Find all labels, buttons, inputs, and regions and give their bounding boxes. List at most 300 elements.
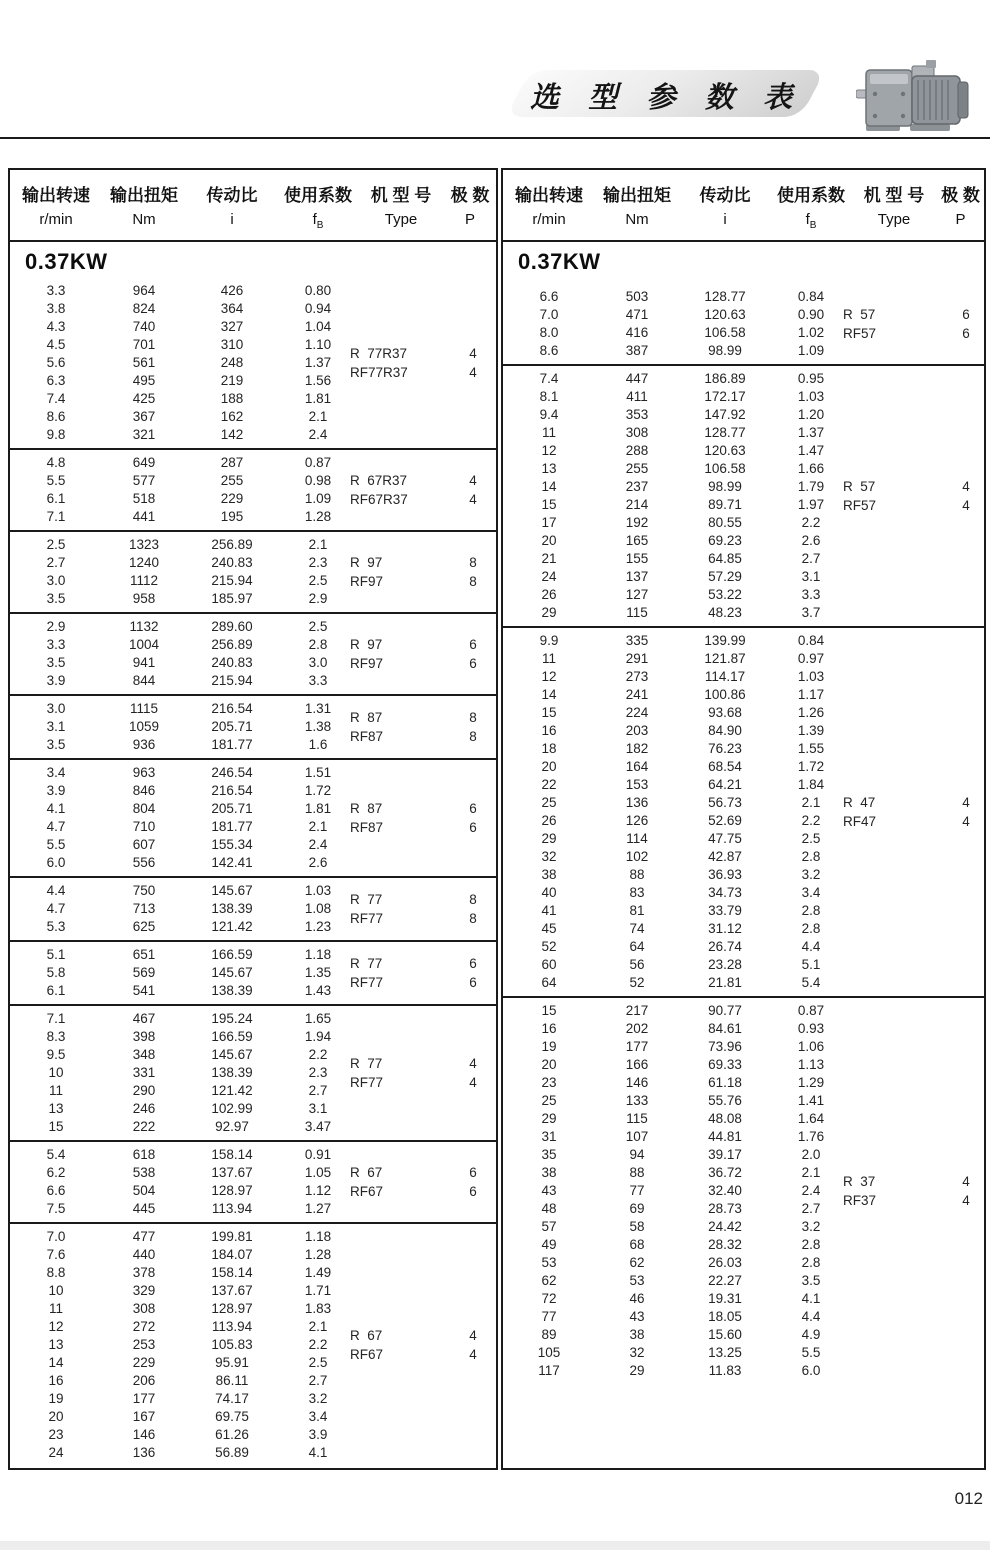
table-row	[10, 1372, 496, 1390]
model-type: RF37	[843, 1193, 877, 1208]
table-cell: 310	[220, 337, 244, 352]
table-cell: 503	[625, 289, 649, 304]
column-unit: P	[464, 211, 475, 228]
table-cell: 1.06	[797, 1039, 825, 1054]
table-row	[503, 866, 984, 884]
table-cell: 26.74	[708, 939, 742, 954]
model-type: RF47	[843, 814, 877, 829]
table-cell: 1.37	[304, 355, 332, 370]
table-cell: 88	[629, 1165, 645, 1180]
model-type: R 87	[350, 801, 383, 816]
table-cell: 38	[629, 1327, 645, 1342]
table-cell: 113.94	[211, 1319, 253, 1334]
table-row	[503, 1038, 984, 1056]
table-cell: 48	[541, 1201, 557, 1216]
table-cell: 114.17	[704, 669, 746, 684]
table-row	[10, 1146, 496, 1164]
table-cell: 2.8	[801, 849, 821, 864]
table-cell: 2.1	[308, 819, 328, 834]
ratio-group	[10, 1140, 496, 1222]
table-cell: 8.6	[46, 409, 66, 424]
table-cell: 1.49	[304, 1265, 332, 1280]
table-cell: 2.2	[801, 515, 821, 530]
table-cell: 15.60	[708, 1327, 742, 1342]
table-cell: 2.6	[308, 855, 328, 870]
table-cell: 4.4	[801, 939, 821, 954]
table-row	[10, 1282, 496, 1300]
type-row	[843, 324, 985, 343]
table-row	[10, 1028, 496, 1046]
type-row	[350, 572, 492, 591]
pole-count: 6	[469, 801, 477, 816]
table-cell: 289.60	[211, 619, 253, 634]
ratio-group	[10, 278, 496, 448]
table-cell: 329	[132, 1283, 156, 1298]
table-row	[503, 1344, 984, 1362]
table-cell: 3.4	[46, 765, 66, 780]
table-cell: 1.84	[797, 777, 825, 792]
table-cell: 164	[625, 759, 649, 774]
table-cell: 229	[132, 1355, 156, 1370]
table-cell: 121.87	[704, 651, 746, 666]
table-cell: 1.27	[304, 1201, 332, 1216]
table-cell: 24	[541, 569, 557, 584]
table-row	[10, 1444, 496, 1462]
column-title: 传动比	[699, 186, 751, 205]
column-unit: Nm	[132, 211, 156, 228]
table-cell: 206	[132, 1373, 156, 1388]
table-cell: 7.5	[46, 1201, 66, 1216]
table-cell: 4.1	[308, 1445, 328, 1460]
table-cell: 133	[625, 1093, 649, 1108]
table-cell: 467	[132, 1011, 156, 1026]
table-cell: 3.2	[801, 1219, 821, 1234]
table-cell: 740	[132, 319, 156, 334]
table-cell: 273	[625, 669, 649, 684]
table-row	[503, 740, 984, 758]
type-row	[350, 471, 492, 490]
table-cell: 215.94	[211, 573, 253, 588]
type-row	[350, 1345, 492, 1364]
table-cell: 100.86	[704, 687, 746, 702]
table-cell: 121.42	[211, 1083, 253, 1098]
table-cell: 94	[629, 1147, 645, 1162]
table-cell: 45	[541, 921, 557, 936]
table-row	[503, 776, 984, 794]
table-cell: 750	[132, 883, 156, 898]
table-cell: 2.2	[308, 1047, 328, 1062]
table-cell: 137.67	[211, 1165, 253, 1180]
table-cell: 23.28	[708, 957, 742, 972]
table-row	[10, 1408, 496, 1426]
table-cell: 16	[48, 1373, 64, 1388]
table-row	[10, 1100, 496, 1118]
table-cell: 136	[625, 795, 649, 810]
table-cell: 378	[132, 1265, 156, 1280]
table-row	[503, 388, 984, 406]
table-cell: 0.95	[797, 371, 825, 386]
table-cell: 43	[629, 1309, 645, 1324]
pole-count: 4	[962, 1193, 970, 1208]
table-cell: 86.11	[215, 1373, 249, 1388]
table-cell: 2.8	[801, 903, 821, 918]
type-row	[350, 1054, 492, 1073]
pole-count: 6	[469, 637, 477, 652]
table-cell: 21.81	[708, 975, 742, 990]
table-cell: 74	[629, 921, 645, 936]
table-cell: 5.5	[46, 473, 66, 488]
table-cell: 2.5	[308, 573, 328, 588]
pole-count: 8	[469, 710, 477, 725]
table-row	[10, 672, 496, 690]
table-cell: 1.20	[797, 407, 825, 422]
table-cell: 139.99	[704, 633, 746, 648]
table-cell: 441	[132, 509, 156, 524]
power-rating-label: 0.37KW	[25, 249, 108, 274]
table-cell: 77	[541, 1309, 557, 1324]
table-row	[503, 586, 984, 604]
table-cell: 308	[132, 1301, 156, 1316]
table-cell: 936	[132, 737, 156, 752]
table-cell: 5.6	[46, 355, 66, 370]
type-row	[843, 305, 985, 324]
power-rating-label: 0.37KW	[518, 249, 601, 274]
table-cell: 0.94	[304, 301, 332, 316]
table-row	[503, 1362, 984, 1380]
column-title: 机 型 号	[370, 186, 432, 205]
table-cell: 23	[48, 1427, 64, 1442]
table-cell: 2.1	[308, 1319, 328, 1334]
table-cell: 5.4	[801, 975, 821, 990]
column-title: 输出转速	[22, 186, 90, 205]
table-row	[503, 1074, 984, 1092]
table-row	[10, 390, 496, 408]
table-cell: 291	[625, 651, 649, 666]
table-cell: 33.79	[708, 903, 742, 918]
table-cell: 98.99	[708, 479, 742, 494]
model-type: R 97	[350, 555, 383, 570]
table-cell: 416	[625, 325, 649, 340]
table-cell: 17	[541, 515, 557, 530]
table-row	[10, 1264, 496, 1282]
table-cell: 1004	[128, 637, 160, 652]
table-cell: 19	[541, 1039, 557, 1054]
table-row	[503, 902, 984, 920]
pole-count: 4	[962, 498, 970, 513]
type-row	[843, 812, 985, 831]
table-cell: 958	[132, 591, 156, 606]
table-cell: 1.76	[797, 1129, 825, 1144]
table-cell: 192	[625, 515, 649, 530]
model-type: RF97	[350, 574, 384, 589]
table-cell: 188	[220, 391, 244, 406]
table-cell: 3.1	[308, 1101, 328, 1116]
column-unit: i	[230, 211, 234, 228]
table-cell: 4.5	[46, 337, 66, 352]
type-pole-block	[350, 890, 492, 928]
table-row	[10, 836, 496, 854]
table-cell: 25	[541, 795, 557, 810]
page-number: 012	[954, 1489, 983, 1508]
ratio-group	[10, 530, 496, 612]
table-cell: 2.5	[801, 831, 821, 846]
table-cell: 3.4	[801, 885, 821, 900]
table-cell: 95.91	[215, 1355, 249, 1370]
table-cell: 963	[132, 765, 156, 780]
table-row	[503, 1272, 984, 1290]
table-cell: 43	[541, 1183, 557, 1198]
table-cell: 844	[132, 673, 156, 688]
table-row	[503, 1308, 984, 1326]
table-cell: 202	[625, 1021, 649, 1036]
table-cell: 1.28	[304, 509, 332, 524]
table-cell: 11	[541, 651, 556, 666]
table-cell: 5.5	[46, 837, 66, 852]
table-cell: 13	[48, 1337, 64, 1352]
table-cell: 335	[625, 633, 649, 648]
table-row	[503, 1326, 984, 1344]
table-row	[503, 424, 984, 442]
table-cell: 185.97	[211, 591, 253, 606]
table-cell: 57	[541, 1219, 557, 1234]
table-cell: 0.84	[797, 633, 825, 648]
table-cell: 49	[541, 1237, 557, 1252]
table-cell: 39.17	[708, 1147, 742, 1162]
table-cell: 26.03	[708, 1255, 742, 1270]
table-cell: 47.75	[708, 831, 742, 846]
table-cell: 272	[132, 1319, 156, 1334]
table-cell: 19.31	[708, 1291, 742, 1306]
column-unit: $f_B$	[805, 211, 817, 231]
type-pole-block	[843, 305, 985, 343]
table-cell: 3.0	[308, 655, 328, 670]
type-row	[350, 1182, 492, 1201]
table-cell: 120.63	[704, 307, 746, 322]
table-cell: 5.3	[46, 919, 66, 934]
table-row	[10, 454, 496, 472]
table-cell: 2.2	[308, 1337, 328, 1352]
pole-count: 4	[469, 1347, 477, 1362]
table-cell: 14	[541, 687, 557, 702]
table-cell: 13	[541, 461, 557, 476]
table-row	[10, 1426, 496, 1444]
table-cell: 241	[625, 687, 649, 702]
table-row	[503, 406, 984, 424]
table-cell: 64.21	[708, 777, 742, 792]
table-cell: 2.5	[46, 537, 66, 552]
table-cell: 1.12	[304, 1183, 332, 1198]
table-cell: 5.4	[46, 1147, 66, 1162]
table-cell: 24.42	[708, 1219, 742, 1234]
table-cell: 4.1	[801, 1291, 821, 1306]
table-cell: 11.83	[708, 1363, 742, 1378]
table-row	[10, 1228, 496, 1246]
table-cell: 2.8	[801, 1237, 821, 1252]
table-cell: 105.83	[211, 1337, 253, 1352]
table-cell: 1.41	[797, 1093, 825, 1108]
table-cell: 68.54	[708, 759, 742, 774]
table-cell: 127	[625, 587, 649, 602]
table-cell: 2.3	[308, 1065, 328, 1080]
ratio-group	[503, 278, 984, 364]
table-cell: 1.13	[797, 1057, 825, 1072]
table-cell: 1.03	[797, 389, 825, 404]
model-type: RF67	[350, 1184, 384, 1199]
table-cell: 2.9	[308, 591, 328, 606]
table-cell: 1.72	[304, 783, 332, 798]
table-cell: 1132	[129, 619, 159, 634]
table-cell: 3.9	[308, 1427, 328, 1442]
table-cell: 256.89	[211, 537, 253, 552]
type-row	[350, 553, 492, 572]
type-pole-block	[350, 1163, 492, 1201]
table-cell: 32.40	[708, 1183, 742, 1198]
table-cell: 19	[48, 1391, 64, 1406]
table-cell: 105	[537, 1345, 561, 1360]
table-cell: 55.76	[708, 1093, 742, 1108]
table-cell: 117	[538, 1363, 560, 1378]
type-row	[350, 818, 492, 837]
table-cell: 56.89	[215, 1445, 249, 1460]
table-cell: 115	[626, 605, 648, 620]
table-cell: 102.99	[211, 1101, 253, 1116]
table-cell: 7.0	[539, 307, 559, 322]
type-pole-block	[843, 793, 985, 831]
table-cell: 8.6	[539, 343, 559, 358]
type-pole-block	[350, 635, 492, 673]
ratio-group	[10, 1004, 496, 1140]
table-cell: 4.4	[801, 1309, 821, 1324]
table-row	[10, 618, 496, 636]
table-cell: 9.9	[539, 633, 559, 648]
table-cell: 618	[132, 1147, 156, 1162]
pole-count: 4	[962, 795, 970, 810]
table-cell: 217	[625, 1003, 649, 1018]
table-cell: 11	[541, 425, 556, 440]
table-cell: 9.5	[46, 1047, 66, 1062]
table-cell: 162	[220, 409, 244, 424]
table-row	[503, 532, 984, 550]
table-row	[503, 442, 984, 460]
table-cell: 353	[625, 407, 649, 422]
table-cell: 73.96	[708, 1039, 742, 1054]
column-unit: Type	[877, 211, 911, 228]
table-row	[10, 854, 496, 872]
table-cell: 541	[132, 983, 156, 998]
table-cell: 1.23	[304, 919, 332, 934]
table-cell: 1.6	[308, 737, 328, 752]
table-cell: 8.1	[539, 389, 559, 404]
table-cell: 106.58	[704, 461, 746, 476]
table-row	[503, 550, 984, 568]
table-cell: 222	[132, 1119, 156, 1134]
table-cell: 4.3	[46, 319, 66, 334]
table-cell: 651	[132, 947, 156, 962]
table-cell: 1115	[129, 701, 159, 716]
table-cell: 115	[626, 1111, 648, 1126]
table-cell: 20	[541, 759, 557, 774]
table-row	[10, 764, 496, 782]
table-cell: 138.39	[211, 1065, 253, 1080]
table-cell: 1240	[128, 555, 160, 570]
type-row	[350, 973, 492, 992]
page-title: 选 型 参 数 表	[530, 82, 804, 114]
table-cell: 56.73	[708, 795, 742, 810]
table-cell: 186.89	[704, 371, 746, 386]
table-cell: 58	[629, 1219, 645, 1234]
table-cell: 44.81	[708, 1129, 742, 1144]
table-cell: 1.03	[304, 883, 332, 898]
table-cell: 81	[629, 903, 645, 918]
table-row	[503, 668, 984, 686]
type-pole-block	[350, 708, 492, 746]
table-cell: 153	[625, 777, 649, 792]
model-type: RF67R37	[350, 492, 408, 507]
table-cell: 0.80	[304, 283, 332, 298]
type-pole-block	[350, 471, 492, 509]
table-cell: 3.1	[46, 719, 66, 734]
table-cell: 29	[541, 831, 557, 846]
table-row	[10, 508, 496, 526]
ratio-group	[10, 448, 496, 530]
table-cell: 1.18	[304, 947, 332, 962]
table-cell: 4.7	[46, 901, 66, 916]
table-cell: 1.79	[797, 479, 825, 494]
table-cell: 46	[629, 1291, 645, 1306]
type-row	[350, 654, 492, 673]
type-pole-block	[350, 553, 492, 591]
table-row	[10, 300, 496, 318]
table-cell: 128.97	[211, 1183, 253, 1198]
table-cell: 710	[132, 819, 156, 834]
table-cell: 13.25	[708, 1345, 742, 1360]
table-cell: 137.67	[211, 1283, 253, 1298]
table-cell: 1.08	[304, 901, 332, 916]
pole-count: 8	[469, 555, 477, 570]
table-cell: 518	[132, 491, 156, 506]
table-row	[10, 1118, 496, 1136]
ratio-group	[503, 996, 984, 1458]
table-cell: 1.43	[304, 983, 332, 998]
table-cell: 964	[132, 283, 156, 298]
table-cell: 57.29	[708, 569, 742, 584]
table-cell: 561	[132, 355, 156, 370]
table-row	[10, 282, 496, 300]
table-cell: 6.0	[46, 855, 66, 870]
table-cell: 0.90	[797, 307, 825, 322]
table-cell: 3.8	[46, 301, 66, 316]
table-cell: 246.54	[211, 765, 253, 780]
pole-count: 6	[469, 956, 477, 971]
table-cell: 607	[132, 837, 156, 852]
table-cell: 3.5	[46, 655, 66, 670]
table-cell: 219	[220, 373, 244, 388]
table-row	[503, 632, 984, 650]
table-cell: 2.2	[801, 813, 821, 828]
table-cell: 1.47	[797, 443, 825, 458]
table-cell: 6.0	[801, 1363, 821, 1378]
model-type: R 37	[843, 1174, 876, 1189]
table-cell: 4.4	[46, 883, 66, 898]
table-cell: 12	[541, 443, 557, 458]
table-cell: 32	[629, 1345, 645, 1360]
table-cell: 23	[541, 1075, 557, 1090]
pole-count: 8	[469, 911, 477, 926]
table-cell: 2.4	[801, 1183, 821, 1198]
table-cell: 2.9	[46, 619, 66, 634]
pole-count: 6	[962, 326, 970, 341]
table-cell: 1.71	[304, 1283, 332, 1298]
